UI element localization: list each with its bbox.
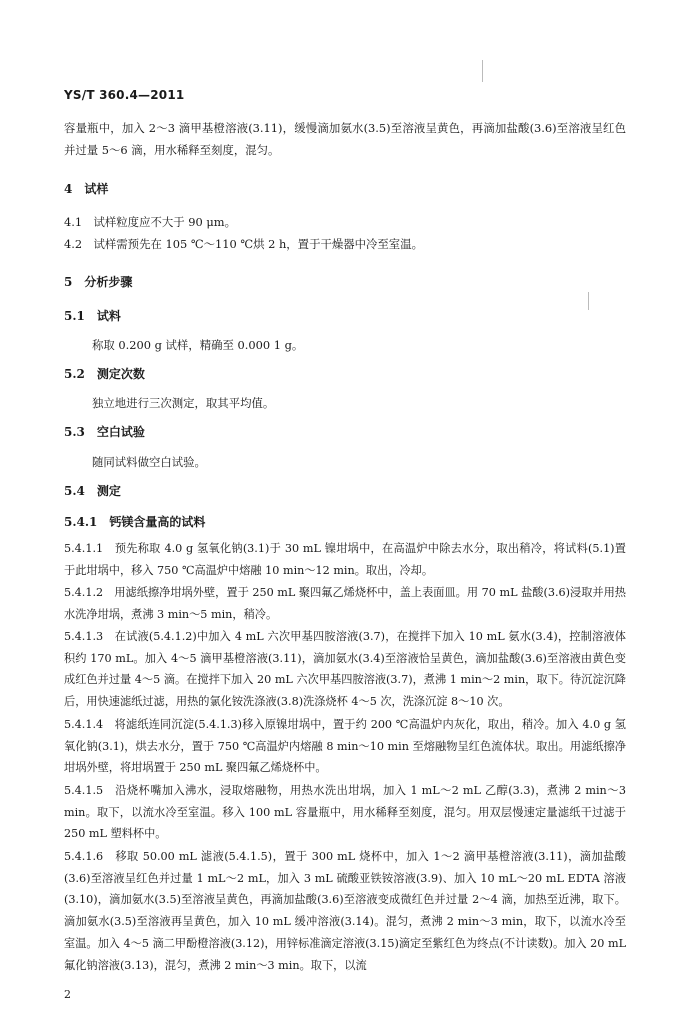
clause-5-3-heading: 5.3 空白试验 bbox=[64, 425, 145, 439]
standard-number: YS/T 360.4—2011 bbox=[64, 88, 185, 102]
intro-paragraph: 容量瓶中，加入 2～3 滴甲基橙溶液(3.11)，缓慢滴加氨水(3.5)至溶液呈黄色，再滴加盐酸(3.6)至溶液呈红色并过量 5～6 滴，用水稀释至刻度，混匀。 bbox=[64, 121, 626, 157]
clause-5-4-1-3: 5.4.1.3 在试液(5.4.1.2)中加入 4 mL 六次甲基四胺溶液(3.7)，在搅拌下加入 10 mL 氨水(3.4)，控制溶液体积约 170 mL。加入 4～5 滴甲基橙溶液(3.11)，滴加氨水(3.4)至溶液恰呈黄色，滴加盐酸(3.6)至溶液由黄色变成红色并过量 4～5 滴。在搅拌下加入 20 mL 六次甲基四胺溶液(3.7)，煮沸 1 min～2 min，取下。待沉淀沉降后，用快速滤纸过滤，用热的氯化铵洗涤液(3.8)洗涤烧杯 4～5 次，洗涤沉淀 8～10 次。 bbox=[64, 630, 626, 709]
clause-5-4-1-4: 5.4.1.4 将滤纸连同沉淀(5.4.1.3)移入原镍坩埚中，置于约 200 ℃高温炉内灰化，取出，稍冷。加入 4.0 g 氢氧化钠(3.1)，烘去水分，置于 750 ℃高温炉内熔融 8 min～10 min 至熔融物呈红色流体状。取出。用滤纸擦净坩埚外壁，将坩埚置于 250 mL 聚四氟乙烯烧杯中。 bbox=[64, 718, 626, 775]
clause-5-2-heading: 5.2 测定次数 bbox=[64, 367, 145, 381]
clause-5-3-text: 随同试料做空白试验。 bbox=[92, 455, 206, 469]
clause-5-4-1-heading: 5.4.1 钙镁含量高的试料 bbox=[64, 515, 206, 529]
clause-5-1-text: 称取 0.200 g 试样，精确至 0.000 1 g。 bbox=[92, 338, 304, 352]
section-5-heading: 5 分析步骤 bbox=[64, 275, 133, 289]
clause-5-4-1-1: 5.4.1.1 预先称取 4.0 g 氢氧化钠(3.1)于 30 mL 镍坩埚中，在高温炉中除去水分，取出稍冷，将试料(5.1)置于此坩埚中，移入 750 ℃高温炉中熔融 10 min～12 min。取出，冷却。 bbox=[64, 542, 626, 577]
clause-5-4-heading: 5.4 测定 bbox=[64, 484, 121, 498]
scan-mark bbox=[588, 292, 589, 310]
clause-5-4-1-2: 5.4.1.2 用滤纸擦净坩埚外壁，置于 250 mL 聚四氟乙烯烧杯中，盖上表面皿。用 70 mL 盐酸(3.6)浸取并用热水洗净坩埚，煮沸 3 min～5 min，稍冷。 bbox=[64, 586, 626, 621]
clause-5-1-heading: 5.1 试料 bbox=[64, 309, 121, 323]
scan-mark bbox=[482, 60, 483, 82]
page-number: 2 bbox=[64, 988, 71, 1001]
clause-4-2: 4.2 试样需预先在 105 ℃～110 ℃烘 2 h，置于干燥器中冷至室温。 bbox=[64, 237, 423, 251]
section-4-heading: 4 试样 bbox=[64, 182, 109, 196]
clause-4-1: 4.1 试样粒度应不大于 90 μm。 bbox=[64, 215, 236, 229]
clause-5-4-1-5: 5.4.1.5 沿烧杯嘴加入沸水，浸取熔融物，用热水洗出坩埚，加入 1 mL～2 mL 乙醇(3.3)，煮沸 2 min～3 min。取下，以流水冷至室温。移入 100 mL 容量瓶中，用水稀释至刻度，混匀。用双层慢速定量滤纸干过滤于 250 mL 塑料杯中。 bbox=[64, 784, 626, 841]
clause-5-2-text: 独立地进行三次测定，取其平均值。 bbox=[92, 396, 275, 410]
clause-5-4-1-6: 5.4.1.6 移取 50.00 mL 滤液(5.4.1.5)，置于 300 mL 烧杯中，加入 1～2 滴甲基橙溶液(3.11)，滴加盐酸(3.6)至溶液呈红色并过量 1 mL～2 mL，加入 3 mL 硫酸亚铁铵溶液(3.9)、加入 10 mL～20 mL EDTA 溶液(3.10)，滴加氨水(3.5)至溶液呈黄色，再滴加盐酸(3.6)至溶液变成微红色并过量 2～4 滴，加热至近沸，取下。滴加氨水(3.5)至溶液再呈黄色，加入 10 mL 缓冲溶液(3.14)。混匀，煮沸 2 min～3 min，取下，以流水冷至室温。加入 4～5 滴二甲酚橙溶液(3.12)，用锌标准滴定溶液(3.15)滴定至紫红色为终点(不计读数)。加入 20 mL 氟化钠溶液(3.13)，混匀，煮沸 2 min～3 min。取下，以流 bbox=[64, 850, 626, 972]
